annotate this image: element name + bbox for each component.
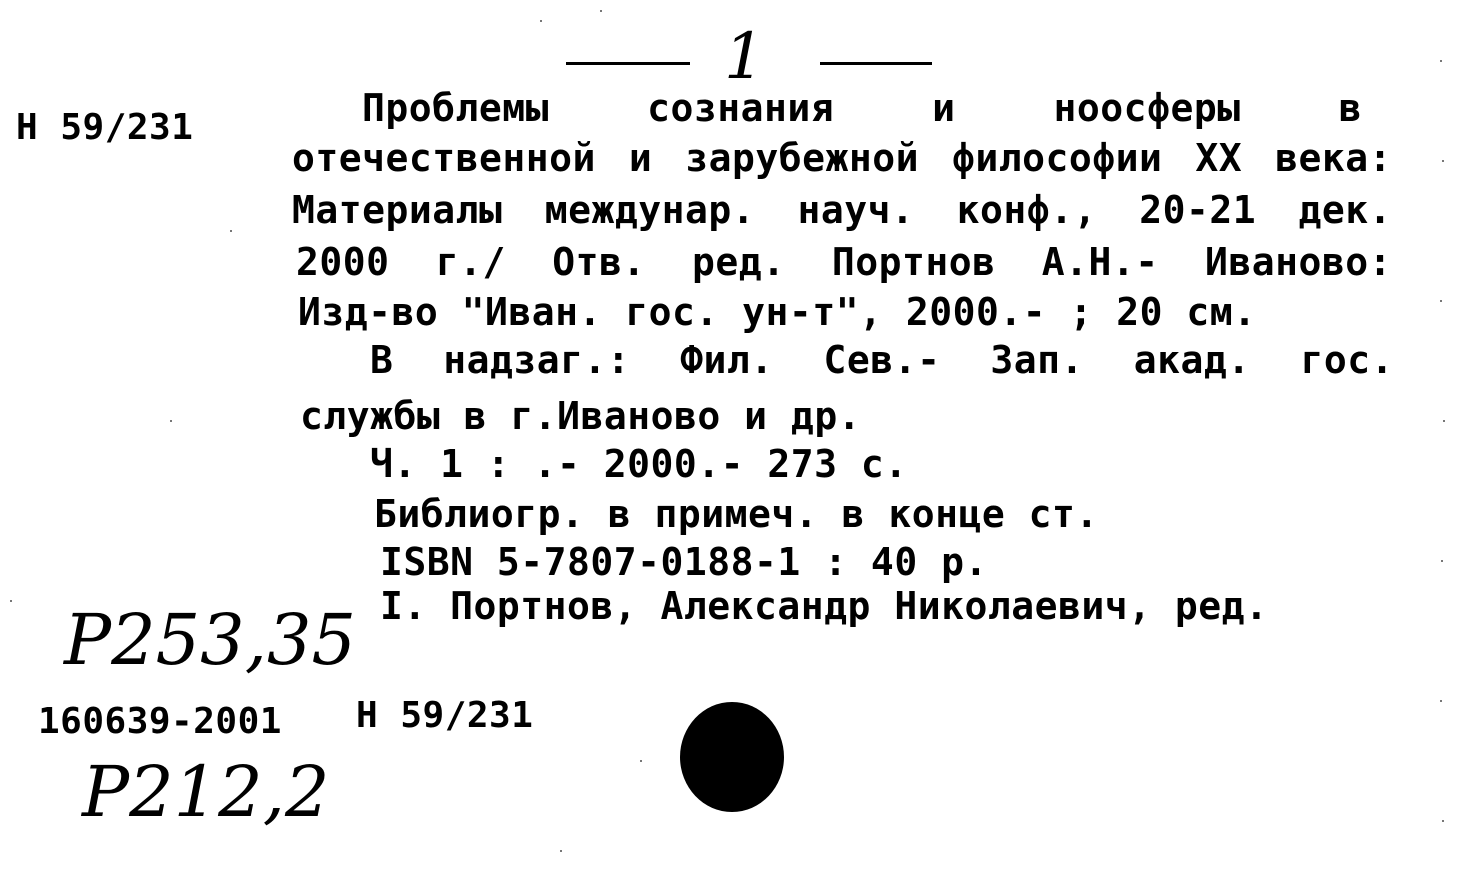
title-line-4: 2000 г./ Отв. ред. Портнов А.Н.- Иваново: bbox=[296, 240, 1392, 284]
top-dash-left bbox=[566, 62, 690, 65]
speckle bbox=[1441, 560, 1443, 562]
speckle bbox=[170, 420, 172, 422]
note-line-1: В надзаг.: Фил. Сев.- Зап. акад. гос. bbox=[370, 338, 1394, 382]
note-line-2: службы в г.Иваново и др. bbox=[300, 394, 862, 438]
speckle bbox=[600, 10, 602, 12]
punch-hole bbox=[680, 702, 784, 812]
top-dash-right bbox=[820, 62, 932, 65]
title-line-3: Материалы междунар. науч. конф., 20-21 дек. bbox=[292, 188, 1392, 232]
call-number-bottom: Н 59/231 bbox=[356, 695, 534, 736]
title-line-1: Проблемы сознания и ноосферы в bbox=[362, 86, 1362, 130]
page-number: 1 bbox=[724, 20, 765, 94]
speckle bbox=[10, 600, 12, 602]
handwritten-code-1: Р253,35 bbox=[64, 599, 357, 681]
speckle bbox=[560, 850, 562, 852]
bibliography-note: Библиогр. в примеч. в конце ст. bbox=[374, 492, 1099, 536]
isbn-line: ISBN 5-7807-0188-1 : 40 р. bbox=[380, 540, 988, 584]
speckle bbox=[1443, 420, 1445, 422]
speckle bbox=[540, 20, 542, 22]
title-line-2: отечественной и зарубежной философии XX века: bbox=[292, 136, 1392, 180]
speckle bbox=[1442, 160, 1444, 162]
speckle bbox=[230, 230, 232, 232]
speckle bbox=[1440, 60, 1442, 62]
speckle bbox=[1440, 700, 1442, 702]
title-line-5: Изд-во "Иван. гос. ун-т", 2000.- ; 20 см. bbox=[298, 290, 1257, 334]
handwritten-code-2: Р212,2 bbox=[82, 751, 330, 833]
part-info: Ч. 1 : .- 2000.- 273 с. bbox=[370, 442, 908, 486]
editor-line: I. Портнов, Александр Николаевич, ред. bbox=[380, 584, 1269, 628]
speckle bbox=[640, 760, 642, 762]
inventory-number: 160639-2001 bbox=[38, 701, 282, 742]
call-number: Н 59/231 bbox=[16, 107, 194, 148]
speckle bbox=[1442, 820, 1444, 822]
speckle bbox=[1440, 300, 1442, 302]
